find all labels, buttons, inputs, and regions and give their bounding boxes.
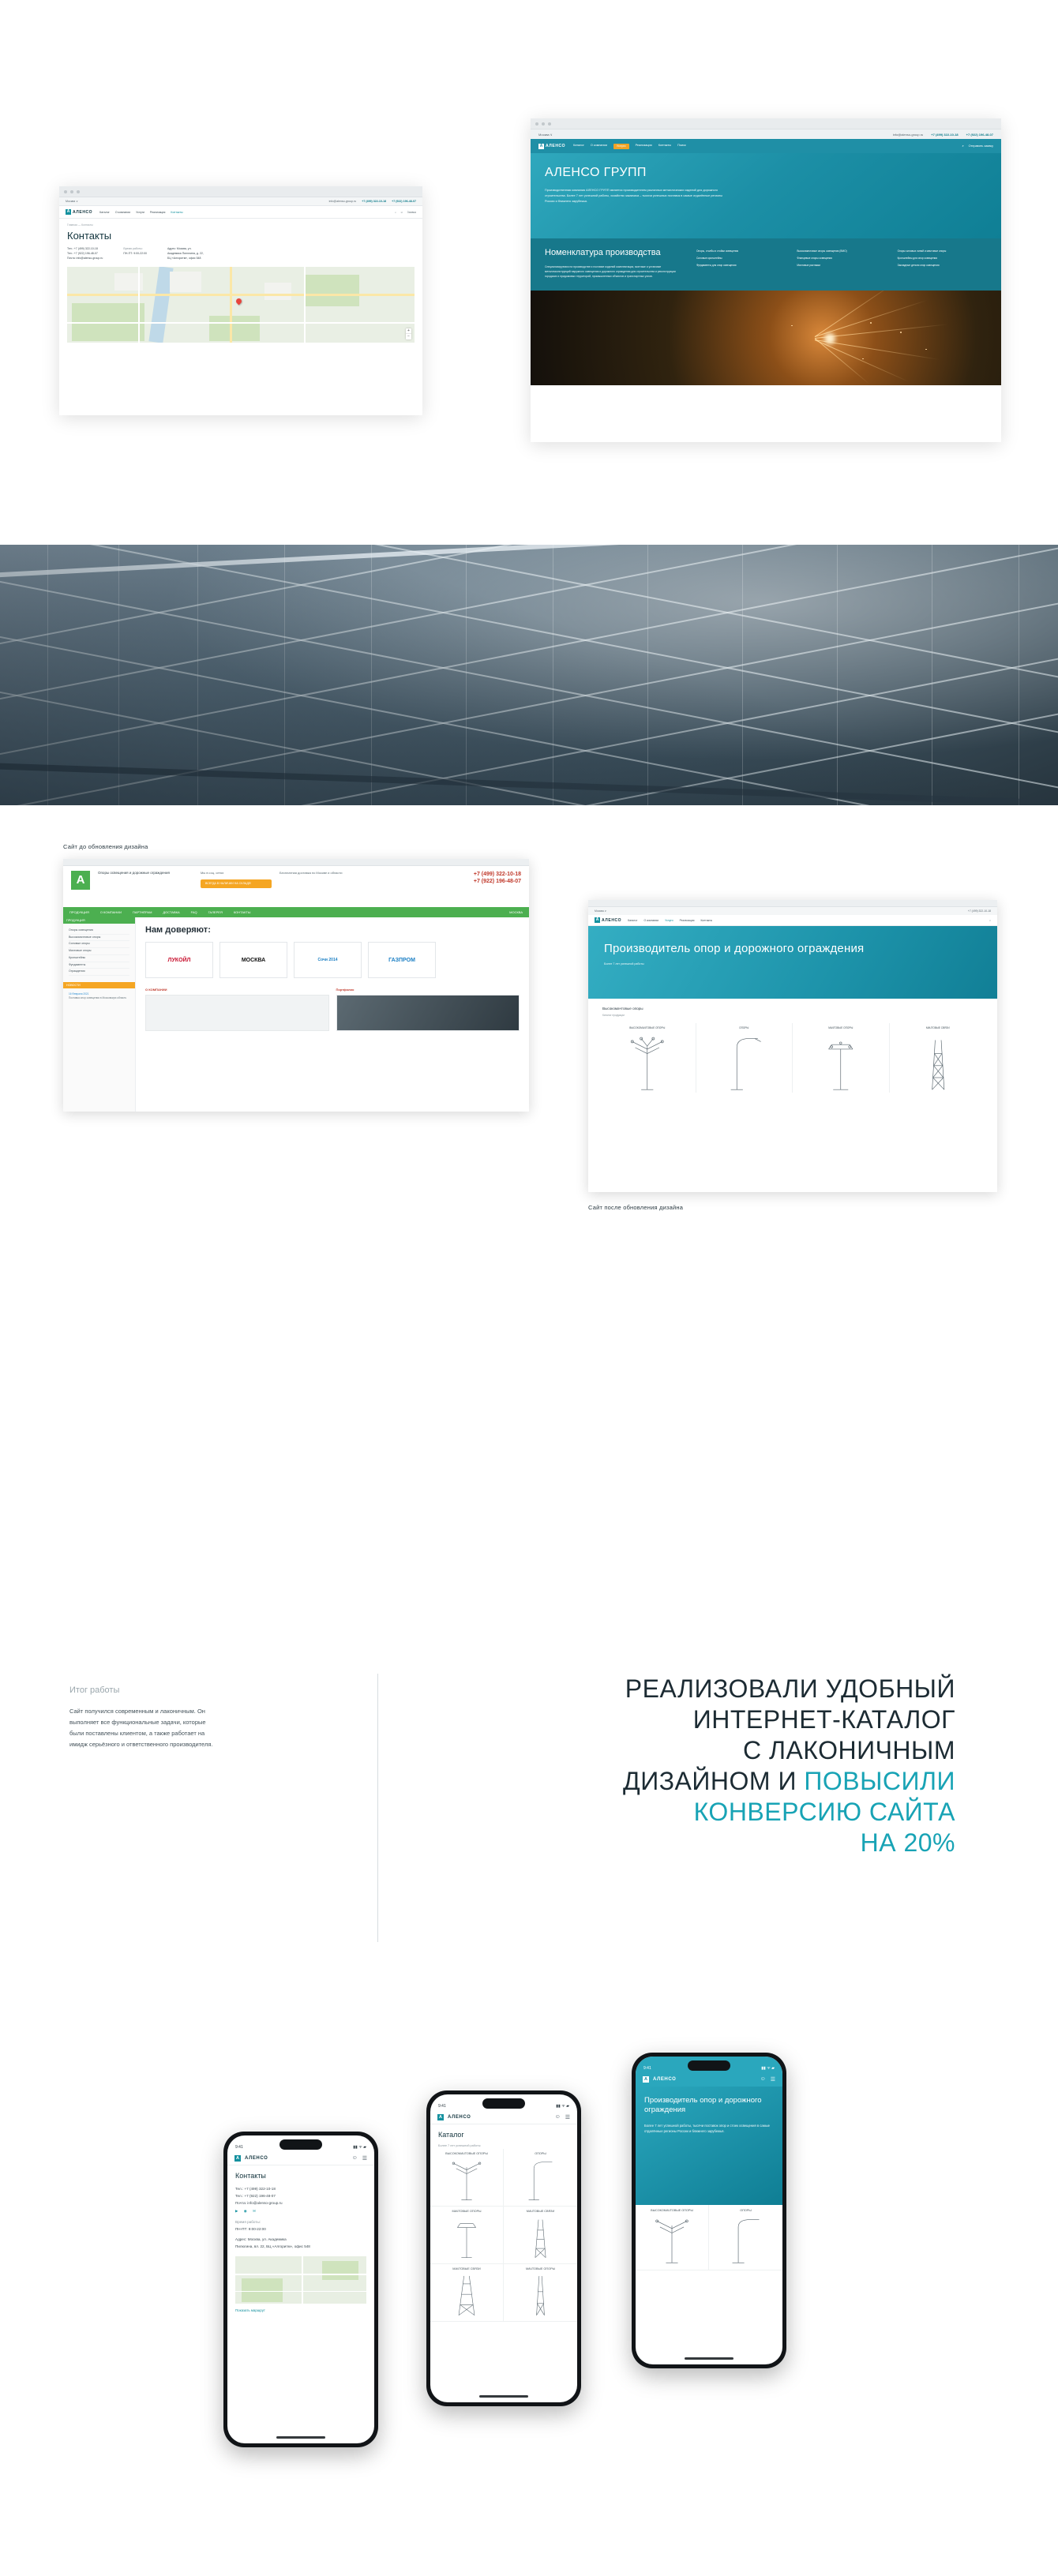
phone-menu-icon-2[interactable]: ☰ [565,2114,570,2120]
old-nav-contacts[interactable]: КОНТАКТЫ [233,910,251,914]
new-site-topbar [588,907,997,915]
nomenclature-item[interactable]: Мачтовые растяжки [797,264,820,267]
catalog-card-label: МАЧТОВЫЕ ОПОРЫ [828,1026,854,1029]
old-logo-icon: A [71,871,90,890]
topbar-phone-2-2[interactable]: +7 (922) 196-48-07 [966,132,993,137]
old-sidebar-item[interactable]: Опоры освещения [69,928,129,935]
phone-mockup-home [632,2053,786,2368]
search-icon[interactable]: ⌕ [395,210,397,214]
new-site-screenshot [588,900,997,1192]
browser-mockup-contacts [59,186,422,415]
phone-catalog-card[interactable] [430,2207,504,2264]
phone-profile-icon[interactable]: ☺ [351,2154,358,2161]
phone-catalog-card-label: МАЧТОВЫЕ ОПОРЫ [452,2210,482,2213]
new-nav-projects[interactable]: Реализация [679,918,695,922]
old-sidebar-item[interactable]: Высокомачтовые опоры [69,935,129,942]
nomenclature-item[interactable]: Кронштейны для опор освещения [897,257,937,260]
browser-mockup-group-page [531,118,1001,442]
client-logo-moskva: МОСКВА [219,942,287,978]
nomenclature-item[interactable]: Опоры силовых линий и мачтовые опоры [897,249,947,253]
hours-label: Время работы: [123,247,143,250]
result-paragraph: Сайт получился современным и лаконичным. Он выполняет все функциональные задачи, которые были поставлены клиентом, а также работает на имидж серьёзного и ответственного производителя. [69,1708,213,1748]
phone-logo-text: АЛЕНСО [245,2155,268,2161]
phone-mockup-contacts [223,2132,378,2447]
group-hero-text: Производственная компания АЛЕНСО ГРУПП является производителем различных металлических изделий для дорожного строительства. Более 7 лет успешной работы, хозяйство заказчика – тысячи успешных поставок в самые отдалённые регионы России и ближнего зарубежья. [545,189,722,203]
topbar-email[interactable]: info@alenso-group.ru [328,200,357,203]
old-nav-delivery[interactable]: ДОСТАВКА [163,910,180,914]
nomenclature-item[interactable]: Фланцевые опоры освещения [797,257,832,260]
group-hero-title: АЛЕНСО ГРУПП [545,166,647,179]
old-phone-1[interactable]: +7 (499) 322-10-18 [473,872,521,877]
old-cta-button[interactable]: ВСЕГДА В НАЛИЧИИ НА СКЛАДЕ! [201,879,272,888]
phone-address-label: Адрес: Москва, ул. Академика [235,2237,287,2242]
contacts-columns [59,246,422,267]
old-sidebar [63,917,136,1112]
address-line-2: Академика Пилюгина, д. 22, [167,252,204,256]
caption-before: Сайт до обновления дизайна [63,843,148,850]
city-selector[interactable]: Москва ∨ [66,200,78,203]
phone-logo-text-3: АЛЕНСО [653,2077,677,2082]
old-slogan: Опоры освещения и дорожные ограждения [98,871,170,875]
mast-icon [433,2214,500,2260]
topbar-phone-1[interactable]: +7 (499) 322-10-18 [362,200,387,203]
logo-mark-icon-2: A [539,143,543,148]
map-pin-icon [235,298,243,306]
old-block-portfolio-title: Портфолио [336,988,355,992]
logo-mark-icon: A [66,209,70,214]
phone-catalog-title: Каталог [438,2131,464,2139]
breadcrumb: Главная — Контакты [67,223,93,227]
old-site-header [63,866,529,907]
catalog-card-label: ВЫСОКОМАЧТОВЫЕ ОПОРЫ [629,1026,666,1029]
old-phone-2[interactable]: +7 (922) 196-48-07 [473,879,521,885]
phone-page-title: Контакты [235,2172,266,2180]
status-icons-3: ▮▮ ᯤ ▰ [761,2066,775,2071]
window-dot-minimize [70,190,73,193]
nav-item-contacts[interactable]: Контакты [171,210,183,214]
new-catalog-grid [588,1023,997,1101]
phone-hero-title: Производитель опор и дорожного ограждения [644,2096,762,2115]
phone-navbar [227,2151,374,2165]
phone-map[interactable] [235,2256,366,2304]
status-icons-2: ▮▮ ᯤ ▰ [556,2104,569,2109]
headline-line-6: НА 20% [860,1828,955,1858]
phone-contact-phone-1[interactable]: Тел.: +7 (499) 322-10-18 [235,2187,276,2191]
window-dot-close-2 [535,122,538,126]
old-news-date: 16 Февраля 2021 [69,992,89,996]
old-nav-city[interactable]: МОСКВА [509,910,523,914]
old-block-about [145,988,329,1031]
nav2-item-search[interactable]: Поиск [677,143,686,147]
phone-catalog-card-label: ВЫСОКОМАЧТОВЫЕ ОПОРЫ [445,2152,488,2155]
old-delivery-note: Бесплатная доставка по Москве и области [280,871,343,875]
phone-social-icons[interactable]: ▶ ◉ ✉ [235,2208,258,2213]
lattice-icon [507,2214,574,2260]
street-light-icon [703,1033,786,1093]
old-sidebar-item[interactable]: Силовые опоры [69,941,129,948]
phone-catalog-subtitle: Более 7 лет успешной работы [438,2144,481,2147]
nomenclature-item[interactable]: Высокомачтовые опоры освещения (ВМО) [797,249,847,253]
contacts-col-hours [123,246,147,261]
old-sidebar-item[interactable]: Кронштейны [69,955,129,962]
address-line-1: Адрес: Москва, ул. [167,247,192,250]
phone-catalog-grid [430,2149,577,2322]
old-nav-about[interactable]: О КОМПАНИИ [99,910,122,914]
client-logo-lukoil: ЛУКОЙЛ [145,942,213,978]
old-social-label: Мы в соц. сетях [201,871,224,875]
nomenclature-list [696,248,987,279]
phone-profile-icon-3[interactable]: ☺ [760,2076,766,2082]
new-logo-text: АЛЕНСО [602,917,622,923]
phone-catalog-card-label: ОПОРЫ [535,2152,546,2155]
map-zoom-out-button[interactable]: − [407,334,410,339]
phone-hero-text: Более 7 лет успешной работы, тысячи поставок опор и стоек освещения в самые отдалённые регионы России и ближнего зарубежья. [644,2123,770,2134]
old-news-text[interactable]: Поставка опор освещения в Московскую область [69,996,127,1000]
lattice2-icon [507,2272,574,2318]
site-navbar [59,206,422,219]
new-catalog-subtitle: Каталог продукции [602,1014,625,1017]
nav2-item-catalog[interactable]: Каталог [573,143,584,147]
street-light-icon [713,2214,778,2266]
home-indicator-2 [479,2395,528,2398]
phone-home-card[interactable] [709,2205,782,2270]
old-sidebar-item[interactable]: Фундаменты [69,962,129,969]
phone-hours-value: ПН-ПТ: 9:00-22:00 [235,2226,266,2231]
old-site-screenshot [63,859,529,1112]
nomenclature-title: Номенклатура производства [545,248,661,257]
contacts-col-phones [67,246,103,261]
send-request-button[interactable]: Отправить заявку [968,144,993,148]
phone-notch-3 [688,2060,730,2071]
old-sidebar-item[interactable]: Мачтовые опоры [69,948,129,955]
new-site-nav [588,915,997,926]
window-dot-close [64,190,67,193]
headline-line-4: ДИЗАЙНОМ И [623,1767,805,1796]
phone-catalog-card[interactable] [430,2264,504,2322]
phone-navbar-3 [636,2072,782,2087]
new-nav-services[interactable]: Услуги [665,918,673,922]
browser-chrome-bar-2 [531,118,1001,129]
contact-phone-1: Тел.: +7 (499) 322-10-18 [67,247,98,250]
nav-item-about[interactable]: О компании [114,210,131,214]
group-hero [531,153,1001,238]
logo[interactable] [66,209,92,215]
home-indicator [276,2436,325,2439]
phone-logo-text-2: АЛЕНСО [448,2114,471,2120]
address-line-3: БЦ «Алгоритм», офис 548 [167,257,201,261]
phone-catalog-card-label: МАЧТОВЫЕ ОПОРЫ [525,2267,556,2270]
window-dot-minimize-2 [542,122,545,126]
old-block-portfolio-body [336,995,520,1031]
catalog-card-label: МАЧТОВЫЕ СВЯЗИ [925,1026,950,1029]
nav2-item-services[interactable]: Услуги [613,144,629,149]
nav-item-services[interactable]: Услуги [136,210,144,214]
catalog-card[interactable] [696,1023,794,1093]
old-sidebar-item[interactable]: Ограждения [69,969,129,976]
topbar-phone-1-2[interactable]: +7 (499) 322-10-18 [931,132,959,137]
logo-text-2: АЛЕНСО [546,144,566,148]
phone-home-card-label: ОПОРЫ [740,2209,752,2212]
phone-contact-phone-2[interactable]: Тел.: +7 (922) 196-48-07 [235,2194,276,2199]
phone-map-link[interactable]: Показать маршрут [235,2308,265,2312]
site-navbar-2 [531,139,1001,153]
status-time-2: 9:41 [438,2104,446,2109]
headline-line-1: РЕАЛИЗОВАЛИ УДОБНЫЙ [625,1674,955,1703]
new-search-icon[interactable]: ⌕ [989,918,991,922]
phone-hero [636,2087,782,2205]
old-main-title: Нам доверяют: [145,925,211,935]
nav-item-catalog[interactable]: Каталог [99,210,110,214]
old-nav-gallery[interactable]: ГАЛЕРЕЯ [208,910,223,914]
contacts-map[interactable] [67,267,415,343]
new-hero [588,926,997,999]
old-nav-products[interactable]: ПРОДУКЦИЯ [69,910,89,914]
phone-logo-mark-icon-2: A [437,2114,444,2120]
phone-mockup-catalog [426,2090,581,2406]
catalog-card[interactable] [793,1023,890,1093]
client-logo-sochi: Сочи 2014 [294,942,362,978]
new-hero-title: Производитель опор и дорожного ограждения [604,942,865,955]
hours-value: ПН-ПТ: 9:00-22:00 [123,252,147,256]
nav2-item-contacts[interactable]: Контакты [658,143,672,147]
new-nav-catalog[interactable]: Каталог [628,918,638,922]
old-main-content [136,917,529,1112]
topbar-email-2[interactable]: info@alenso-group.ru [892,132,924,137]
window-dot-maximize [77,190,80,193]
phone-address-value: Пилюгина, вл. 22, БЦ «Алгоритм», офис 548 [235,2244,310,2249]
catalog-card[interactable] [599,1023,696,1093]
nav2-item-projects[interactable]: Реализация [635,143,652,147]
contact-phone-2: Тел.: +7 (922) 196-48-07 [67,252,98,256]
phone-hours-label: Время работы: [235,2219,261,2224]
phone-profile-icon-2[interactable]: ☺ [554,2113,561,2120]
nomenclature-item[interactable]: Фундаменты для опор освещения [696,264,737,267]
phone-catalog-card[interactable] [504,2207,577,2264]
section-result [0,1247,1058,1587]
site-topbar-2 [531,129,1001,139]
new-city-selector[interactable]: Москва ∨ [595,909,606,913]
nav2-item-about[interactable]: О компании [590,143,607,147]
caption-after: Сайт после обновления дизайна [588,1204,684,1211]
contacts-col-address [167,246,204,261]
phone-contact-email[interactable]: Почта: info@alenso-group.ru [235,2201,283,2206]
new-nav-about[interactable]: О компании [643,918,659,922]
old-client-logos [145,942,520,978]
welding-sparks-photo [531,291,1001,385]
section-mobile-mockups [0,1587,1058,2029]
phone-catalog-card[interactable] [504,2149,577,2207]
new-nav-contacts[interactable]: Контакты [700,918,713,922]
status-icons: ▮▮ ᯤ ▰ [353,2145,366,2150]
phone-home-categories [636,2205,782,2270]
tree-pole-icon [640,2214,704,2266]
old-news-title: НОВОСТИ [63,982,135,988]
logo-2[interactable] [538,144,565,149]
old-nav-partners[interactable]: ПАРТНЁРАМ [132,910,152,914]
phone-home-card-label: ВЫСОКОМАЧТОВЫЕ ОПОРЫ [651,2209,693,2212]
old-nav-faq[interactable]: FAQ [190,910,197,914]
contact-email[interactable]: Почта: info@alenso-group.ru [67,257,103,261]
tower-icon [433,2272,500,2318]
old-block-portfolio [336,988,520,1031]
catalog-card[interactable] [890,1023,987,1093]
nomenclature-block [531,238,1001,291]
phone-logo-mark-icon: A [234,2155,241,2162]
phone-notch-2 [482,2098,525,2109]
request-button[interactable]: Заявка [407,210,416,214]
nav-item-projects[interactable]: Реализация [149,210,166,214]
result-kicker: Итог работы [69,1685,120,1695]
headline-line-4-accent: ПОВЫСИЛИ [804,1767,955,1796]
client-logo-gazprom: ГАЗПРОМ [368,942,436,978]
new-logo-mark-icon: A [595,917,599,922]
map-zoom-controls[interactable] [406,328,411,339]
home-indicator-3 [685,2357,733,2360]
page-title: Контакты [67,230,112,242]
new-catalog-title: Высокомачтовые опоры [602,1007,643,1011]
phone-catalog-card-label: МАЧТОВЫЕ СВЯЗИ [452,2267,481,2270]
nomenclature-item[interactable]: Силовые кронштейны [696,257,722,260]
section-architecture-photo [0,545,1058,805]
headline-line-3: С ЛАКОНИЧНЫМ [742,1736,955,1765]
old-site-nav [63,907,529,917]
headline-line-5: КОНВЕРСИЮ САЙТА [693,1798,955,1827]
old-browser-bar [63,859,529,866]
tree-pole-icon [433,2157,500,2203]
catalog-card-label: ОПОРЫ [739,1026,749,1029]
map-zoom-in-button[interactable]: + [406,328,411,334]
phone-catalog-card-label: МАЧТОВЫЕ СВЯЗИ [526,2210,555,2213]
lattice-icon [896,1033,981,1093]
browser-chrome-bar [59,186,422,197]
phone-catalog-card[interactable] [430,2149,504,2207]
logo-text: АЛЕНСО [73,209,93,215]
section-browser-mockups [0,0,1058,545]
new-hero-subtitle: Более 7 лет успешной работы [604,962,644,966]
phone-home-card[interactable] [636,2205,709,2270]
street-light-icon [507,2157,574,2203]
search-icon-2[interactable]: ⌕ [962,144,964,148]
tree-pole-icon [606,1033,689,1093]
nomenclature-text: Специализируемся на производстве и поставке изделий комплектации, монтаже и установке металлоконструкций наружного освещения и дорожного ограждения для строительства и реконструкции городских и придомовых территорий, промышленных объектов и транспортных узлов. [545,264,676,278]
phone-logo-mark-icon-3: A [643,2076,649,2083]
headline-line-2: ИНТЕРНЕТ-КАТАЛОГ [692,1705,955,1734]
new-topbar-phone[interactable]: +7 (499) 322-10-18 [967,909,991,913]
section-before-after [0,805,1058,1247]
old-sidebar-title: ПРОДУКЦИЯ [63,917,135,924]
status-time-3: 9:41 [643,2066,651,2071]
new-browser-bar [588,900,997,907]
phone-menu-icon[interactable]: ☰ [362,2155,367,2162]
topbar-phone-2[interactable]: +7 (922) 196-48-07 [392,200,416,203]
old-block-about-body [145,995,329,1031]
phone-catalog-card[interactable] [504,2264,577,2322]
city-selector-2[interactable]: Москва ∨ [538,132,553,137]
nomenclature-item[interactable]: Закладные детали опор освещения [897,264,940,267]
phone-navbar-2 [430,2110,577,2124]
site-topbar [59,197,422,206]
phone-menu-icon-3[interactable]: ☰ [770,2077,775,2083]
profile-icon[interactable]: ☺ [400,210,403,214]
mast-icon [799,1033,883,1093]
status-time: 9:41 [235,2145,243,2150]
window-dot-maximize-2 [548,122,551,126]
old-block-about-title: О КОМПАНИИ [145,988,167,992]
phone-notch [280,2139,322,2150]
nomenclature-item[interactable]: Опоры, столбы и стойки освещения [696,249,739,253]
